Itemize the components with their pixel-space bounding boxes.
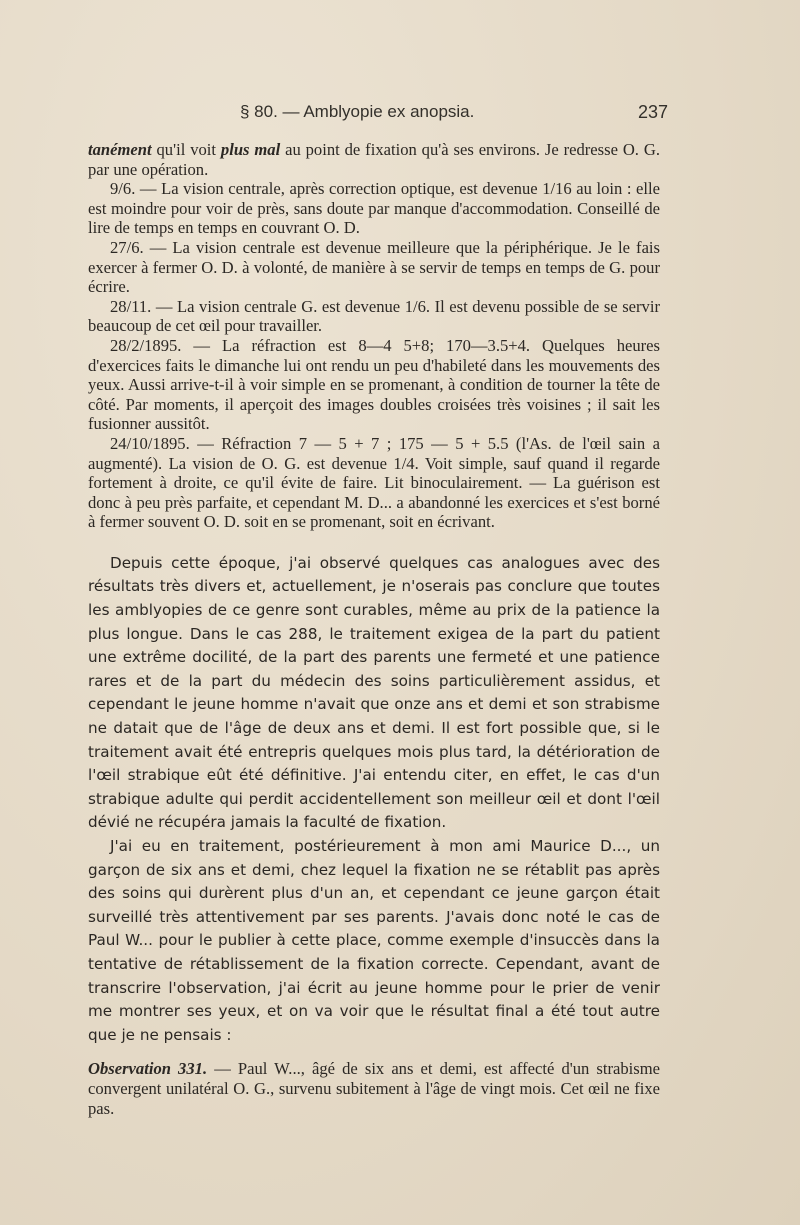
body-paragraph: J'ai eu en traitement, postérieurement à mon ami Maurice D..., un garçon de six ans et demi, chez lequel la fixation ne se rétablit pas après des soins qui durèrent plus d'un an, et cependant ce jeune garçon était surveillé très attentivement par ses parents. J'avais donc noté le cas de Paul W... pour le publier à cette place, comme exemple d'insuccès dans la tentative de rétablissement de la fixation correcte. Cependant, avant de transcrire l'observation, j'ai écrit au jeune homme pour le prier de venir me montrer ses yeux, et on va voir que le résultat final a été tout autre que je ne pensais : [88, 837, 660, 1044]
note-entry: 24/10/1895. — Réfraction 7 — 5 + 7 ; 175 — 5 + 5.5 (l'As. de l'œil sain a augmenté). La vision de O. G. est devenue 1/4. Voit simple, sauf quand il regarde fortement à droite, ce qu'il évite de faire. Lit binoculairement. — La guérison est donc à peu près parfaite, et cependant M. D... a abandonné les exercices et s'est borné à fermer souvent O. D. soit en se promenant, soit en écrivant. [88, 433, 660, 532]
main-text [88, 552, 660, 1047]
case-notes [88, 140, 660, 532]
note-entry: 9/6. — La vision centrale, après correction optique, est devenue 1/16 au loin : elle est moindre pour voir de près, sans doute par manque d'accommodation. Conseillé de lire de temps en temps en couvrant O. D. [88, 179, 660, 238]
note-entry: 28/11. — La vision centrale G. est devenue 1/6. Il est devenu possible de se servir beaucoup de cet œil pour travailler. [88, 296, 660, 336]
book-page [88, 96, 668, 1118]
running-header [88, 96, 668, 126]
note-continuation: tanément qu'il voit plus mal au point de fixation qu'à ses environs. Je redresse O. G. par une opération. [88, 140, 660, 179]
section-title: § 80. — Amblyopie ex anopsia. [240, 102, 475, 121]
body-paragraph: Depuis cette époque, j'ai observé quelques cas analogues avec des résultats très divers et, actuellement, je n'oserais pas conclure que toutes les amblyopies de ce genre sont curables, même au prix de la patience la plus longue. Dans le cas 288, le traitement exigea de la part du patient une extrême docilité, de la part des parents une fermeté et une patience rares et de la part du médecin des soins particulièrement assidus, et cependant le jeune homme n'avait que onze ans et demi et son strabisme ne datait que de l'âge de deux ans et demi. Il est fort possible que, si le traitement avait été entrepris quelques mois plus tard, la détérioration de l'œil strabique eût été définitive. J'ai entendu citer, en effet, le cas d'un strabique adulte qui perdit accidentellement son meilleur œil et dont l'œil dévié ne récupéra jamais la faculté de fixation. [88, 553, 660, 832]
note-italic: plus mal [220, 140, 281, 159]
note-entry: 27/6. — La vision centrale est devenue meilleure que la périphérique. Je le fais exercer à fermer O. D. à volonté, de manière à se servir de temps en temps de G. pour écrire. [88, 237, 660, 297]
note-entry: 28/2/1895. — La réfraction est 8—4 5+8; 170—3.5+4. Quelques heures d'exercices faits le dimanche lui ont rendu un peu d'habileté dans les mouvements des yeux. Aussi arrive-t-il à voir simple en se promenant, à condition de tourner la tête de côté. Par moments, il aperçoit des images doubles croisées très voisines ; il sait les fusionner aussitôt. [88, 335, 660, 434]
observation-block [88, 1059, 660, 1118]
page-number: 237 [637, 102, 668, 122]
observation-label: Observation 331. [88, 1059, 208, 1079]
observation-paragraph: Observation 331. — Paul W..., âgé de six ans et demi, est affecté d'un strabisme convergent unilatéral O. G., survenu subitement à l'âge de vingt mois. Cet œil ne fixe pas. [88, 1059, 661, 1118]
note-italic: tanément [88, 140, 152, 159]
